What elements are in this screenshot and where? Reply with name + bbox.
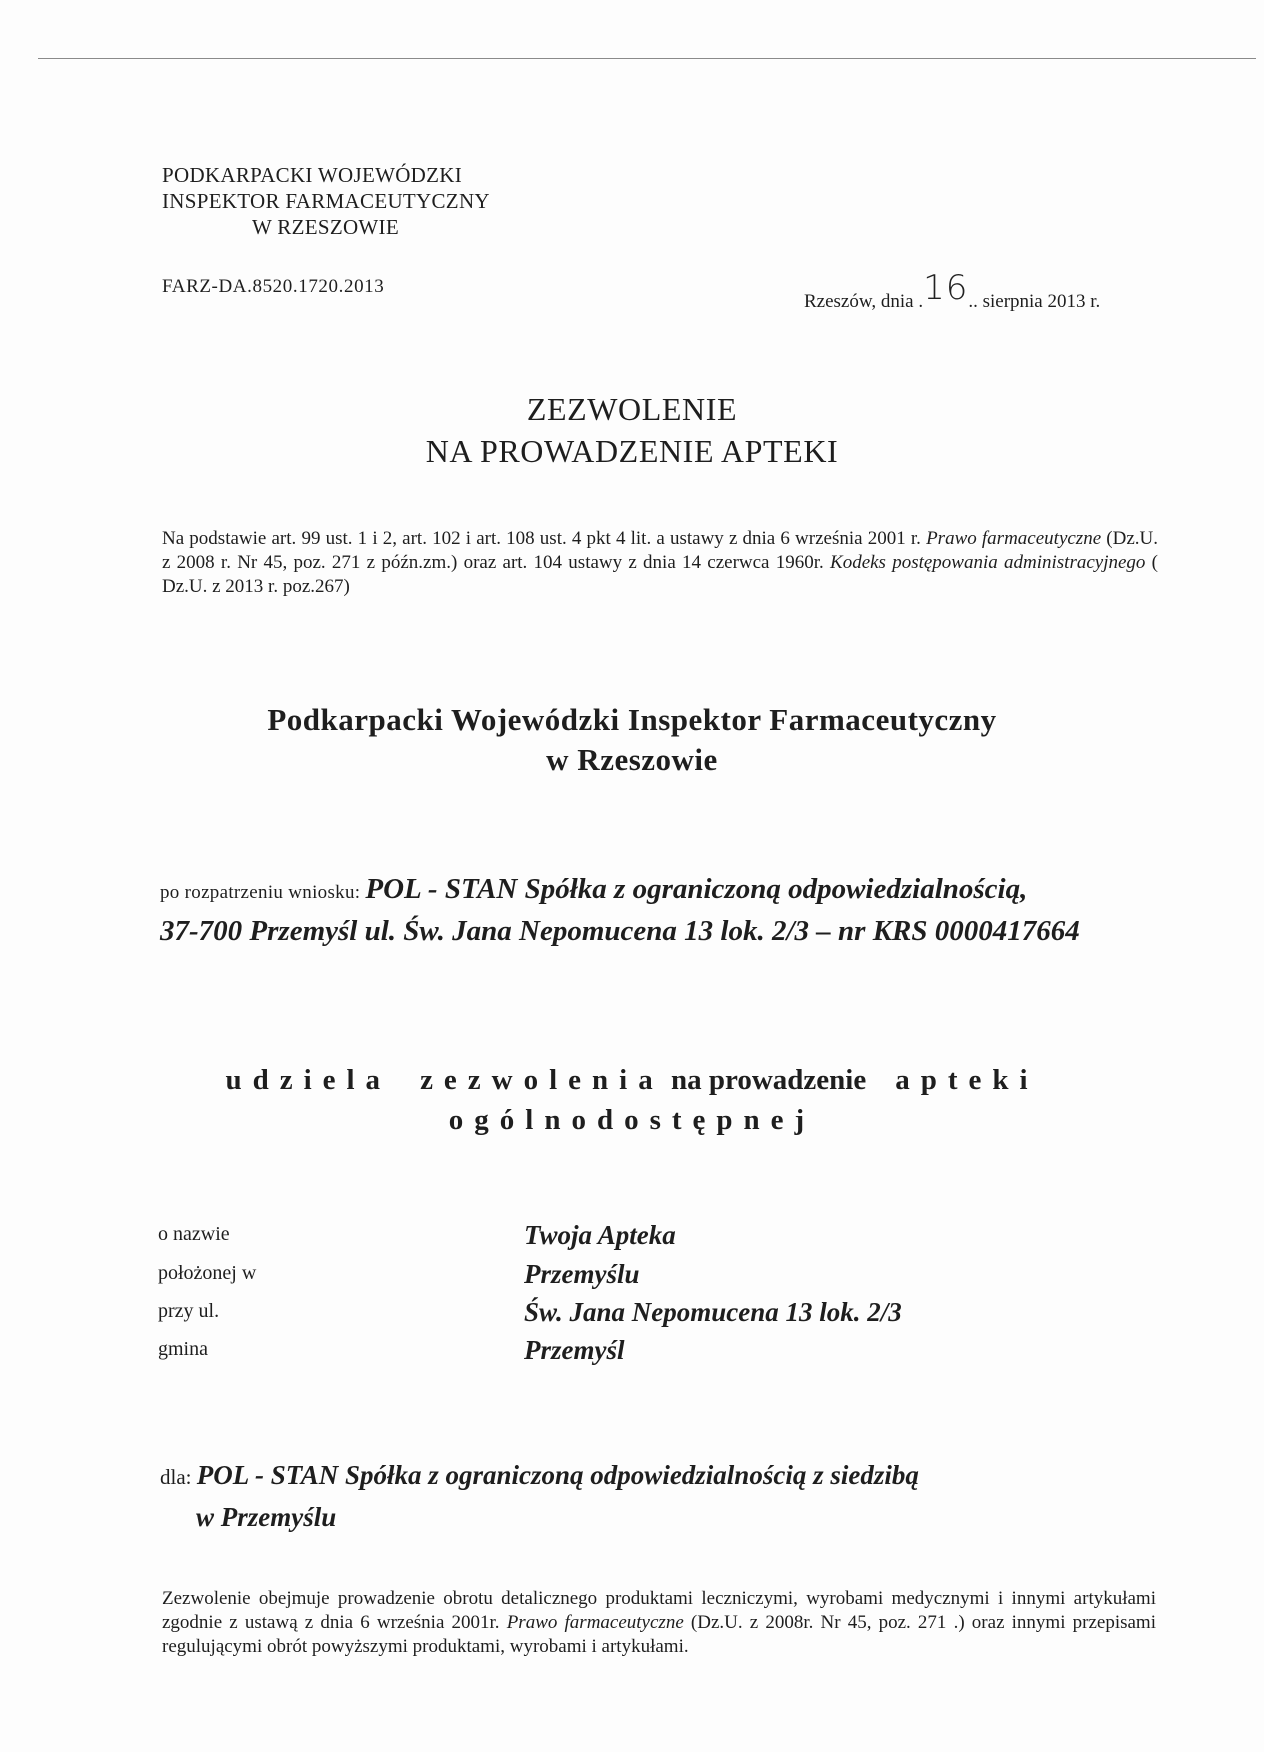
grant-middle: na prowadzenie — [670, 1064, 867, 1096]
reference-number: FARZ-DA.8520.1720.2013 — [162, 276, 385, 297]
legal-act-1: Prawo farmaceutyczne — [926, 528, 1102, 549]
top-border-line — [38, 58, 1256, 59]
date-dots: .. — [968, 291, 978, 312]
beneficiary-block — [160, 1455, 919, 1537]
grant-word-2: zezwolenia — [420, 1064, 664, 1096]
applicant-name: POL - STAN Spółka z ograniczoną odpowiedzialnością, — [365, 873, 1028, 905]
title-line-1: ZEZWOLENIE — [526, 391, 738, 427]
beneficiary-seat: w Przemyślu — [196, 1502, 337, 1532]
authority-line-2: INSPEKTOR FARMACEUTYCZNY — [162, 189, 490, 213]
issuer-line-2: w Rzeszowie — [546, 742, 718, 777]
date-suffix: sierpnia 2013 r. — [977, 291, 1101, 312]
beneficiary-label: dla: — [160, 1465, 197, 1489]
detail-label-street: przy ul. — [158, 1300, 220, 1322]
scope-part-1: Zezwolenie obejmuje prowadzenie obrotu detalicznego produktami leczniczymi, wyrobami medycznymi i innymi artykułami zgodnie z ustawą z dnia 6 września 2001r. — [162, 1588, 1156, 1633]
beneficiary-name: POL - STAN Spółka z ograniczoną odpowiedzialnością z siedzibą — [196, 1460, 919, 1490]
grant-line-2: ogólnodostępnej — [448, 1104, 816, 1136]
date-prefix: Rzeszów, dnia . — [804, 291, 924, 312]
scope-part-2: (Dz.U. z 2008r. Nr 45, poz. 271 .) oraz innymi przepisami regulującymi obrót powyższymi produktami, wyrobami i artykułami. — [162, 1612, 1156, 1657]
grant-statement — [0, 1060, 1264, 1140]
legal-basis-paragraph — [162, 527, 1158, 599]
scope-act: Prawo farmaceutyczne — [506, 1612, 684, 1633]
scope-paragraph — [162, 1587, 1156, 1659]
applicant-lead: po rozpatrzeniu wniosku: — [160, 882, 366, 903]
authority-line-3: W RZESZOWIE — [252, 215, 399, 239]
legal-part-3: ( Dz.U. z 2013 r. poz.267) — [162, 552, 1159, 597]
date-line — [804, 268, 1101, 316]
legal-part-2: (Dz.U. z 2008 r. Nr 45, poz. 271 z późn.zm.) oraz art. 104 ustawy z dnia 14 czerwca 1960r. — [162, 528, 1158, 573]
legal-part-1: Na podstawie art. 99 ust. 1 i 2, art. 102 i art. 108 ust. 4 pkt 4 lit. a ustawy z dnia 6 września 2001 r. — [162, 528, 927, 549]
detail-label-municipality: gmina — [158, 1338, 208, 1360]
grant-word-1: udziela — [225, 1064, 392, 1096]
detail-value-street: Św. Jana Nepomucena 13 lok. 2/3 — [524, 1297, 902, 1327]
handwritten-day: 16 — [923, 268, 969, 308]
document-title — [0, 388, 1264, 472]
issuing-authority-header — [162, 162, 490, 240]
detail-value-municipality: Przemyśl — [524, 1335, 625, 1365]
legal-act-2: Kodeks postępowania administracyjnego — [830, 552, 1146, 573]
authority-line-1: PODKARPACKI WOJEWÓDZKI — [162, 163, 463, 187]
detail-value-location: Przemyślu — [524, 1259, 640, 1289]
grant-word-3: apteki — [895, 1064, 1039, 1096]
detail-label-name: o nazwie — [158, 1223, 230, 1245]
title-line-2: NA PROWADZENIE APTEKI — [425, 433, 839, 469]
issuer-heading — [0, 700, 1264, 780]
detail-label-location: położonej w — [158, 1262, 257, 1284]
detail-value-name: Twoja Apteka — [524, 1220, 676, 1250]
issuer-line-1: Podkarpacki Wojewódzki Inspektor Farmaceutyczny — [267, 702, 997, 737]
applicant-address: 37-700 Przemyśl ul. Św. Jana Nepomucena 13 lok. 2/3 – nr KRS 0000417664 — [160, 915, 1080, 947]
applicant-block — [160, 870, 1080, 950]
